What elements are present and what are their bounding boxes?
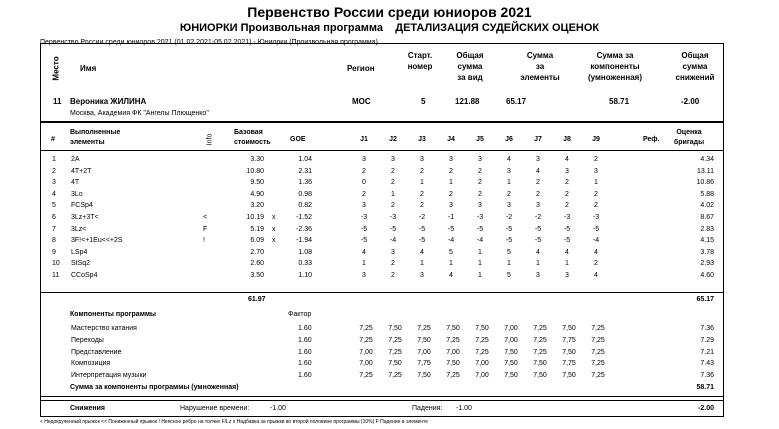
judge-component-score: 7,00	[359, 348, 373, 356]
judge-component-score: 7,00	[475, 360, 489, 368]
judge-header: J6	[505, 136, 513, 143]
falls-label: Падения:	[412, 405, 443, 412]
skater-start-number: 5	[421, 97, 426, 106]
elements-total-base: 61.97	[248, 296, 266, 303]
judge-score: 1	[536, 260, 540, 268]
element-base-value: 2.60	[250, 260, 264, 268]
judge-component-score: 7,50	[417, 336, 431, 344]
subtitle-left: ЮНИОРКИ Произвольная программа	[179, 22, 383, 34]
judge-score: -5	[476, 225, 484, 233]
judge-score: 2	[536, 190, 540, 198]
footnote: < Недокрученный прыжок << Пониженный прыжок ! Неясное ребро на толчке F/Lz x Надбавка за прыжки во второй половине программы (10%) F Падение в элементе	[40, 419, 429, 425]
name-header: Имя	[80, 64, 97, 73]
element-panel-score: 4.34	[700, 156, 714, 163]
judge-header: J3	[418, 136, 426, 143]
element-num: 4	[52, 190, 56, 198]
judge-component-score: 7,25	[417, 325, 431, 332]
judge-component-score: 7,75	[417, 360, 431, 368]
judge-component-score: 7,25	[446, 372, 460, 380]
event-meta: Первенство России среди юниоров 2021 (01.02.2021-05.02.2021) - Юниорки (Произвольная программа)	[40, 39, 378, 46]
judge-score: 3	[565, 272, 569, 279]
judge-score: -5	[505, 225, 513, 233]
region-header: Регион	[347, 64, 375, 73]
judge-component-score: 7,25	[388, 336, 402, 344]
judge-score: 2	[594, 156, 598, 163]
total-score-header: Общая сумма за вид	[456, 51, 484, 82]
element-goe: 0.82	[298, 202, 312, 210]
skater-place: 11	[53, 97, 62, 106]
judge-component-score: 7,25	[475, 336, 489, 344]
components-total: 58.71	[696, 384, 714, 391]
judge-score: -3	[476, 214, 484, 221]
judge-score: -5	[447, 225, 455, 233]
judge-score: 3	[362, 202, 366, 210]
judge-score: 3	[478, 156, 482, 163]
judge-score: 2	[565, 202, 569, 210]
divider	[40, 292, 724, 293]
judge-component-score: 7,25	[446, 336, 460, 344]
element-goe: 2.31	[298, 167, 312, 175]
judge-score: -5	[389, 225, 397, 233]
element-code: FCSp4	[71, 202, 93, 210]
component-name: Композиция	[71, 360, 111, 368]
judge-score: 1	[420, 179, 424, 187]
judge-score: 4	[594, 248, 598, 256]
judge-score: 5	[507, 272, 511, 279]
time-violation-value: -1.00	[270, 405, 286, 412]
judge-component-score: 7,50	[504, 360, 518, 368]
judge-score: -3	[592, 214, 600, 221]
element-goe: 1.36	[298, 179, 312, 187]
judge-score: -1	[447, 214, 455, 221]
judge-score: 3	[536, 156, 540, 163]
judge-score: -2	[505, 214, 513, 221]
judge-score: 1	[391, 190, 395, 198]
judge-score: 4	[449, 272, 453, 279]
judge-score: 3	[362, 272, 366, 279]
judge-component-score: 7,50	[417, 372, 431, 380]
element-panel-score: 10.86	[696, 179, 714, 187]
judge-score: 2	[362, 190, 366, 198]
component-score: 7.21	[700, 348, 714, 356]
element-panel-score: 13.11	[697, 167, 714, 175]
judge-score: -5	[592, 225, 600, 233]
component-name: Переходы	[71, 336, 104, 344]
place-header: Место	[51, 56, 61, 81]
skater-components-sum: 58.71	[609, 97, 630, 106]
element-num: 7	[52, 225, 56, 233]
judge-component-score: 7,00	[417, 348, 431, 356]
judge-score: -2	[534, 214, 542, 221]
judge-component-score: 7,50	[388, 360, 402, 368]
element-base-value: 9.50	[250, 179, 264, 187]
judge-score: 5	[507, 248, 511, 256]
judge-score: -5	[505, 237, 513, 245]
element-code: 2A	[71, 156, 80, 163]
judge-score: 2	[565, 190, 569, 198]
judge-score: 2	[478, 167, 482, 175]
judge-component-score: 7,25	[533, 336, 547, 344]
component-name: Интерпретация музыки	[71, 372, 147, 380]
skater-region: МОС	[352, 97, 371, 106]
judge-header: J9	[592, 136, 600, 143]
element-base-value: 3.20	[250, 202, 264, 210]
element-base-value: 5.19	[250, 225, 264, 233]
judge-component-score: 7,00	[475, 372, 489, 380]
judge-score: 2	[420, 202, 424, 210]
judge-header: J7	[534, 136, 542, 143]
component-score: 7.43	[700, 360, 714, 368]
element-num: 1	[52, 156, 56, 163]
judge-score: -5	[418, 225, 426, 233]
element-code: StSq2	[71, 260, 91, 268]
element-num: 9	[52, 248, 56, 256]
judge-score: -4	[447, 237, 455, 245]
judge-score: 1	[507, 260, 511, 268]
component-score: 7.29	[700, 336, 714, 344]
judge-score: 1	[478, 272, 482, 279]
judge-score: 2	[594, 260, 598, 268]
judge-score: 3	[478, 202, 482, 210]
element-panel-score: 3.78	[700, 248, 714, 256]
judge-component-score: 7,25	[591, 360, 605, 368]
judge-score: -5	[360, 225, 368, 233]
element-num: 3	[52, 179, 56, 187]
elements-sum-header: Сумма за элементы	[520, 51, 560, 82]
element-base-value: 3.30	[250, 156, 264, 163]
judge-header: J4	[447, 136, 455, 143]
el-num-header: #	[51, 136, 55, 143]
element-goe: 0.33	[298, 260, 312, 268]
element-base-value: 6.09	[250, 237, 264, 245]
judge-score: 4	[565, 248, 569, 256]
judge-score: 4	[536, 248, 540, 256]
judge-score: 2	[594, 202, 598, 210]
factor-header: Фактор	[288, 311, 312, 318]
element-code: 3Lz<	[71, 225, 87, 233]
judge-component-score: 7,00	[359, 360, 373, 368]
element-goe: 1.08	[298, 248, 312, 256]
element-num: 2	[52, 167, 56, 175]
judge-score: -3	[360, 214, 368, 221]
component-name: Мастерство катания	[71, 325, 137, 332]
components-header: Компоненты программы	[70, 311, 157, 318]
judge-component-score: 7,00	[504, 325, 518, 332]
judge-component-score: 7,50	[475, 325, 489, 332]
divider	[40, 396, 724, 397]
judge-score: -5	[360, 237, 368, 245]
element-goe: 0.98	[298, 190, 312, 198]
element-base-value: 4.90	[250, 190, 264, 198]
judge-score: -5	[563, 225, 571, 233]
element-panel-score: 2.93	[700, 260, 714, 268]
judge-component-score: 7,25	[533, 325, 547, 332]
skater-club: Москва, Академия ФК "Ангелы Плющенко"	[70, 110, 209, 117]
element-code: LSp4	[71, 248, 88, 256]
element-panel-score: 4.15	[700, 237, 714, 245]
judge-score: -5	[534, 237, 542, 245]
element-code: 4T+2T	[71, 167, 92, 175]
judge-score: 2	[391, 167, 395, 175]
page-title: Первенство России среди юниоров 2021	[247, 4, 532, 20]
judge-component-score: 7,25	[475, 348, 489, 356]
components-total-label: Сумма за компоненты программы (умноженная)	[70, 384, 239, 391]
component-factor: 1.60	[298, 348, 312, 356]
skater-deductions: -2.00	[681, 97, 700, 106]
judge-score: 2	[391, 202, 395, 210]
component-score: 7.36	[700, 372, 714, 380]
element-goe: -1.94	[296, 237, 312, 245]
judge-component-score: 7,00	[504, 336, 518, 344]
element-code: 3Lo	[71, 190, 83, 198]
judge-component-score: 7,50	[562, 348, 576, 356]
time-violation-label: Нарушение времени:	[180, 405, 250, 412]
component-factor: 1.60	[298, 336, 312, 344]
panel-score-header: Оценка бригады	[673, 129, 705, 146]
divider	[40, 400, 724, 401]
element-info: <	[203, 214, 208, 221]
judge-component-score: 7,00	[446, 348, 460, 356]
info-header: Info	[206, 133, 214, 146]
judge-component-score: 7,75	[562, 336, 576, 344]
element-num: 8	[52, 237, 56, 245]
judge-score: 2	[420, 190, 424, 198]
judge-score: -5	[418, 237, 426, 245]
base-value-header: Базовая стоимость	[234, 129, 271, 146]
judge-score: 3	[449, 202, 453, 210]
judge-score: 3	[594, 167, 598, 175]
element-panel-score: 4.02	[700, 202, 714, 210]
judge-component-score: 7,50	[533, 372, 547, 380]
element-num: 6	[52, 214, 56, 221]
judge-score: 3	[536, 272, 540, 279]
judge-score: 3	[449, 156, 453, 163]
judge-component-score: 7,50	[533, 360, 547, 368]
element-info: !	[203, 237, 205, 245]
element-bonus-mark: x	[272, 225, 276, 233]
judge-component-score: 7,50	[562, 372, 576, 380]
judge-component-score: 7,25	[359, 372, 373, 380]
referee-header: Реф.	[643, 136, 660, 143]
judge-score: 2	[362, 167, 366, 175]
component-factor: 1.60	[298, 360, 312, 368]
judge-score: 1	[507, 179, 511, 187]
judge-score: 1	[449, 260, 453, 268]
judge-score: 2	[565, 179, 569, 187]
divider	[40, 150, 724, 151]
element-panel-score: 5.88	[700, 190, 714, 198]
judge-score: 4	[565, 156, 569, 163]
judge-component-score: 7,50	[504, 372, 518, 380]
element-goe: -1.52	[296, 214, 312, 221]
judge-component-score: 7,25	[591, 336, 605, 344]
judge-score: 2	[594, 190, 598, 198]
judge-score: 4	[362, 248, 366, 256]
judge-score: 2	[478, 190, 482, 198]
judge-score: -3	[389, 214, 397, 221]
falls-value: -1.00	[456, 405, 472, 412]
judge-score: 2	[391, 260, 395, 268]
judge-component-score: 7,25	[591, 348, 605, 356]
judge-score: 3	[536, 202, 540, 210]
judge-score: -4	[389, 237, 397, 245]
judge-score: 0	[362, 179, 366, 187]
element-base-value: 3.50	[250, 272, 264, 279]
judge-score: -5	[563, 237, 571, 245]
judge-score: 1	[594, 179, 598, 187]
element-info: F	[203, 225, 208, 233]
start-number-header: Старт. номер	[407, 51, 433, 71]
judge-score: 1	[449, 179, 453, 187]
goe-header: GOE	[290, 136, 306, 143]
judge-component-score: 7,25	[591, 372, 605, 380]
element-num: 11	[52, 272, 60, 279]
judge-score: 2	[391, 179, 395, 187]
judge-score: 2	[449, 167, 453, 175]
element-code: CCoSp4	[71, 272, 98, 279]
judge-score: 2	[449, 190, 453, 198]
components-sum-header: Сумма за компоненты (умноженная)	[588, 51, 642, 82]
skater-name: Вероника ЖИЛИНА	[70, 97, 147, 106]
judge-component-score: 7,50	[388, 325, 402, 332]
judge-component-score: 7,50	[446, 360, 460, 368]
judge-component-score: 7,50	[446, 325, 460, 332]
judge-score: -3	[563, 214, 571, 221]
deductions-total: -2.00	[698, 405, 714, 412]
judge-score: 4	[594, 272, 598, 279]
judge-score: 2	[507, 190, 511, 198]
deductions-label: Снижения	[70, 405, 105, 412]
judge-score: 5	[449, 248, 453, 256]
judge-header: J2	[389, 136, 397, 143]
element-code: 4T	[71, 179, 80, 187]
judge-score: -4	[476, 237, 484, 245]
elements-total-score: 65.17	[696, 296, 714, 303]
judge-score: 3	[507, 167, 511, 175]
element-code: 3F!<+1Eu<<+2S	[71, 237, 123, 245]
element-panel-score: 2.83	[700, 225, 714, 233]
judge-component-score: 7,25	[591, 325, 605, 332]
element-num: 5	[52, 202, 56, 210]
divider	[40, 121, 724, 123]
judge-component-score: 7,25	[388, 372, 402, 380]
judge-score: 3	[565, 167, 569, 175]
page-subtitle	[0, 22, 779, 34]
element-goe: 1.04	[298, 156, 312, 163]
component-factor: 1.60	[298, 372, 312, 380]
judge-score: 4	[536, 167, 540, 175]
judge-score: 1	[565, 260, 569, 268]
judge-score: 3	[391, 248, 395, 256]
judge-score: 2	[420, 167, 424, 175]
component-name: Представление	[71, 348, 122, 356]
element-base-value: 10.19	[246, 214, 264, 221]
judge-header: J1	[360, 136, 368, 143]
judge-score: 3	[391, 156, 395, 163]
component-factor: 1.60	[298, 325, 312, 332]
judge-header: J8	[563, 136, 571, 143]
judge-score: 4	[420, 248, 424, 256]
judge-score: -2	[418, 214, 426, 221]
judge-component-score: 7,50	[562, 325, 576, 332]
judge-component-score: 7,25	[533, 348, 547, 356]
judge-score: 2	[478, 179, 482, 187]
element-num: 10	[52, 260, 60, 268]
element-panel-score: 8.67	[700, 214, 714, 221]
judge-component-score: 7,25	[359, 325, 373, 332]
judge-score: 3	[507, 202, 511, 210]
element-bonus-mark: x	[272, 214, 276, 221]
component-score: 7.36	[700, 325, 714, 332]
element-bonus-mark: x	[272, 237, 276, 245]
element-goe: -2.36	[296, 225, 312, 233]
deductions-header: Общая сумма снижений	[675, 51, 715, 82]
judge-score: 3	[420, 272, 424, 279]
judge-score: 2	[536, 179, 540, 187]
judge-score: 4	[507, 156, 511, 163]
element-code: 3Lz+3T<	[71, 214, 99, 221]
judge-score: 1	[420, 260, 424, 268]
element-base-value: 10.80	[246, 167, 264, 175]
elements-header: Выполненные элементы	[70, 129, 121, 146]
subtitle-right: ДЕТАЛИЗАЦИЯ СУДЕЙСКИХ ОЦЕНОК	[395, 22, 600, 34]
skater-total-score: 121.88	[455, 97, 480, 106]
judge-score: 3	[362, 156, 366, 163]
element-panel-score: 4.60	[700, 272, 714, 279]
judge-score: 1	[478, 248, 482, 256]
judge-score: 3	[420, 156, 424, 163]
element-goe: 1.10	[298, 272, 312, 279]
judge-component-score: 7,50	[504, 348, 518, 356]
judge-component-score: 7,25	[388, 348, 402, 356]
skater-elements-sum: 65.17	[506, 97, 527, 106]
judge-score: 1	[362, 260, 366, 268]
judge-header: J5	[476, 136, 484, 143]
judge-score: 2	[391, 272, 395, 279]
element-base-value: 2.70	[250, 248, 264, 256]
judge-component-score: 7,25	[359, 336, 373, 344]
judge-score: -4	[592, 237, 600, 245]
judge-component-score: 7,75	[562, 360, 576, 368]
judge-score: 1	[478, 260, 482, 268]
judge-score: -5	[534, 225, 542, 233]
